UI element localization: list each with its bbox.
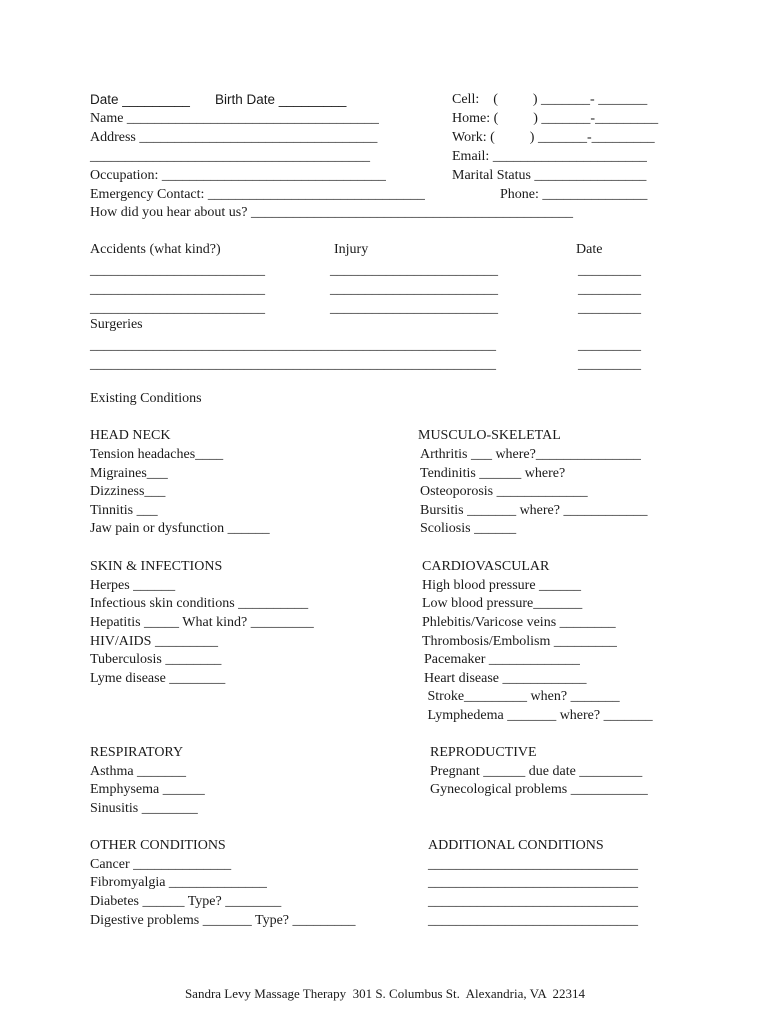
condition-item[interactable]: Sinusitis ________: [90, 801, 198, 816]
cardiovascular-title: CARDIOVASCULAR: [422, 559, 550, 574]
condition-item[interactable]: Low blood pressure_______: [422, 596, 583, 611]
condition-item[interactable]: Emphysema ______: [90, 782, 205, 797]
injury-blank[interactable]: ________________________: [330, 282, 498, 297]
additional-condition-blank[interactable]: ______________________________: [428, 875, 638, 890]
condition-item[interactable]: Digestive problems _______ Type? _________: [90, 913, 356, 928]
marital-status-field[interactable]: Marital Status ________________: [452, 168, 647, 183]
condition-item[interactable]: Tendinitis ______ where?: [420, 466, 566, 481]
date-column-header: Date: [576, 242, 603, 257]
condition-item[interactable]: Lyme disease ________: [90, 671, 226, 686]
address-field[interactable]: Address __________________________________: [90, 130, 378, 145]
injury-blank[interactable]: ________________________: [330, 263, 498, 278]
other-conditions-title: OTHER CONDITIONS: [90, 838, 226, 853]
surgery-date-blank[interactable]: _________: [578, 357, 641, 372]
surgery-blank[interactable]: __________________________________________________________: [90, 357, 496, 372]
condition-item[interactable]: Scoliosis ______: [420, 521, 517, 536]
injury-column-header: Injury: [334, 242, 369, 257]
occupation-field[interactable]: Occupation: ________________________________: [90, 168, 386, 183]
emergency-phone-field[interactable]: Phone: _______________: [500, 187, 648, 202]
condition-item[interactable]: Tinnitis ___: [90, 503, 158, 518]
surgeries-label: Surgeries: [90, 317, 143, 332]
condition-item[interactable]: Jaw pain or dysfunction ______: [90, 521, 270, 536]
respiratory-title: RESPIRATORY: [90, 745, 184, 760]
condition-item[interactable]: Cancer ______________: [90, 857, 232, 872]
condition-item[interactable]: Gynecological problems ___________: [430, 782, 648, 797]
referral-source-field[interactable]: How did you hear about us? ______________________________________________: [90, 205, 573, 220]
head-neck-title: HEAD NECK: [90, 428, 171, 443]
condition-item[interactable]: Tuberculosis ________: [90, 652, 222, 667]
condition-item[interactable]: Infectious skin conditions __________: [90, 596, 309, 611]
surgery-date-blank[interactable]: _________: [578, 338, 641, 353]
condition-item[interactable]: Tension headaches____: [90, 447, 224, 462]
accident-date-blank[interactable]: _________: [578, 282, 641, 297]
condition-item[interactable]: Herpes ______: [90, 578, 176, 593]
condition-item[interactable]: Dizziness___: [90, 484, 166, 499]
reproductive-title: REPRODUCTIVE: [430, 745, 537, 760]
condition-item[interactable]: Heart disease ____________: [424, 671, 587, 686]
accident-blank[interactable]: _________________________: [90, 301, 265, 316]
existing-conditions-title: Existing Conditions: [90, 391, 202, 406]
work-phone-field[interactable]: Work: ( ) _______-_________: [452, 130, 655, 145]
condition-item[interactable]: Pacemaker _____________: [424, 652, 580, 667]
condition-item[interactable]: Thrombosis/Embolism _________: [422, 634, 617, 649]
accident-date-blank[interactable]: _________: [578, 263, 641, 278]
condition-item[interactable]: Diabetes ______ Type? ________: [90, 894, 282, 909]
accident-date-blank[interactable]: _________: [578, 301, 641, 316]
condition-item[interactable]: Asthma _______: [90, 764, 187, 779]
accident-blank[interactable]: _________________________: [90, 282, 265, 297]
accidents-column-header: Accidents (what kind?): [90, 242, 221, 257]
condition-item[interactable]: Hepatitis _____ What kind? _________: [90, 615, 314, 630]
condition-item[interactable]: HIV/AIDS _________: [90, 634, 218, 649]
footer-address: Sandra Levy Massage Therapy 301 S. Columbus St. Alexandria, VA 22314: [184, 986, 586, 1001]
condition-item[interactable]: Pregnant ______ due date _________: [430, 764, 643, 779]
home-phone-field[interactable]: Home: ( ) _______-_________: [452, 111, 659, 126]
surgery-blank[interactable]: __________________________________________________________: [90, 338, 496, 353]
condition-item[interactable]: Osteoporosis _____________: [420, 484, 588, 499]
condition-item[interactable]: Bursitis _______ where? ____________: [420, 503, 648, 518]
name-field[interactable]: Name ____________________________________: [90, 111, 379, 126]
accident-blank[interactable]: _________________________: [90, 263, 265, 278]
condition-item[interactable]: High blood pressure ______: [422, 578, 582, 593]
condition-item[interactable]: Stroke_________ when? _______: [424, 689, 620, 704]
email-field[interactable]: Email: ______________________: [452, 149, 647, 164]
skin-infections-title: SKIN & INFECTIONS: [90, 559, 223, 574]
address-line2-field[interactable]: ________________________________________: [90, 149, 370, 164]
date-field[interactable]: Date _________: [90, 92, 190, 107]
additional-condition-blank[interactable]: ______________________________: [428, 894, 638, 909]
condition-item[interactable]: Arthritis ___ where?_______________: [420, 447, 641, 462]
emergency-contact-field[interactable]: Emergency Contact: _______________________________: [90, 187, 425, 202]
cell-phone-field[interactable]: Cell: ( ) _______- _______: [452, 92, 648, 107]
birth-date-field[interactable]: Birth Date _________: [215, 92, 347, 107]
musculo-skeletal-title: MUSCULO-SKELETAL: [418, 428, 561, 443]
condition-item[interactable]: Phlebitis/Varicose veins ________: [422, 615, 616, 630]
injury-blank[interactable]: ________________________: [330, 301, 498, 316]
condition-item[interactable]: Lymphedema _______ where? _______: [424, 708, 653, 723]
condition-item[interactable]: Fibromyalgia ______________: [90, 875, 267, 890]
additional-conditions-title: ADDITIONAL CONDITIONS: [428, 838, 604, 853]
additional-condition-blank[interactable]: ______________________________: [428, 857, 638, 872]
additional-condition-blank[interactable]: ______________________________: [428, 913, 638, 928]
condition-item[interactable]: Migraines___: [90, 466, 168, 481]
